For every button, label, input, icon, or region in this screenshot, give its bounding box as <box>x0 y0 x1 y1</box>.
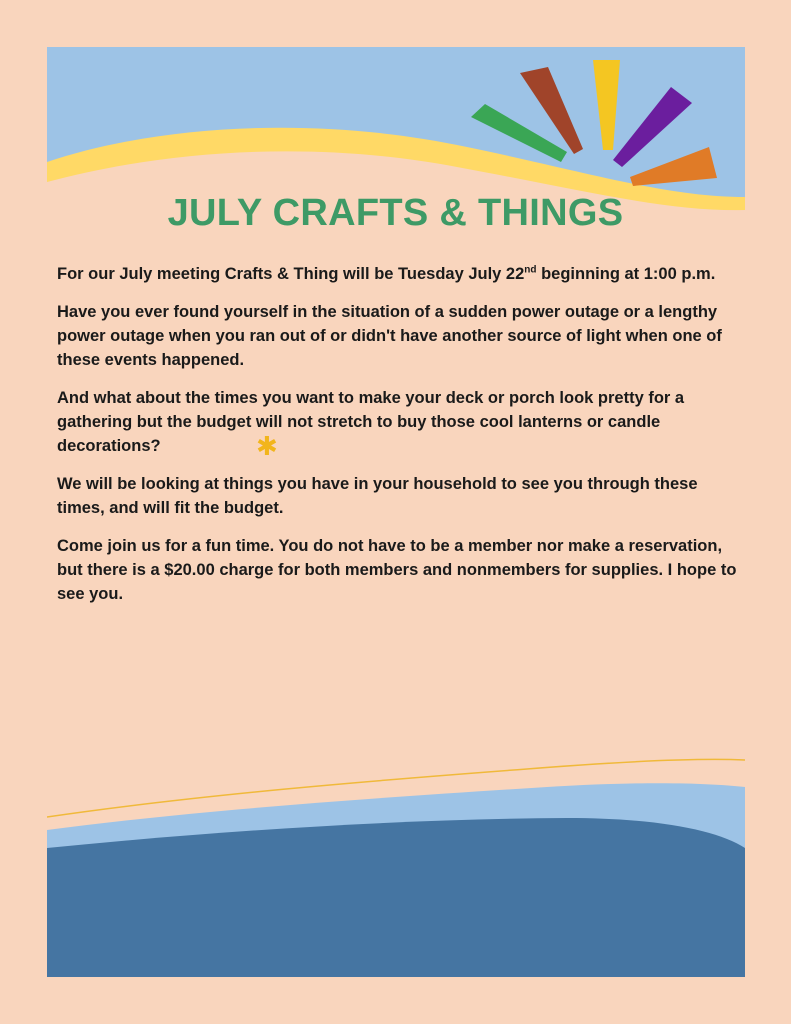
page-title: JULY CRAFTS & THINGS <box>167 192 624 234</box>
dark-wave <box>47 818 745 977</box>
footer-waves <box>47 755 745 977</box>
household-items-paragraph: We will be looking at things you have in your household to see you through these times, and will fit the budget. <box>57 475 698 517</box>
flyer-body <box>57 262 747 620</box>
decorations-paragraph: And what about the times you want to make your deck or porch look pretty for a gathering but the budget will not stretch to buy those cool lanterns or candle decorations? <box>57 389 685 455</box>
power-outage-paragraph: Have you ever found yourself in the situation of a sudden power outage or a lengthy power outage when you ran out of or didn't have another source of light when one of these events happened. <box>57 303 722 369</box>
invitation-paragraph: Come join us for a fun time. You do not have to be a member nor make a reservation, but there is a $20.00 charge for both members and nonmembers for supplies. I hope to see you. <box>57 537 737 603</box>
asterisk-icon: ✱ <box>256 431 278 461</box>
meeting-info-paragraph: For our July meeting Crafts & Thing will be Tuesday July 22nd beginning at 1:00 p.m. <box>57 264 716 283</box>
